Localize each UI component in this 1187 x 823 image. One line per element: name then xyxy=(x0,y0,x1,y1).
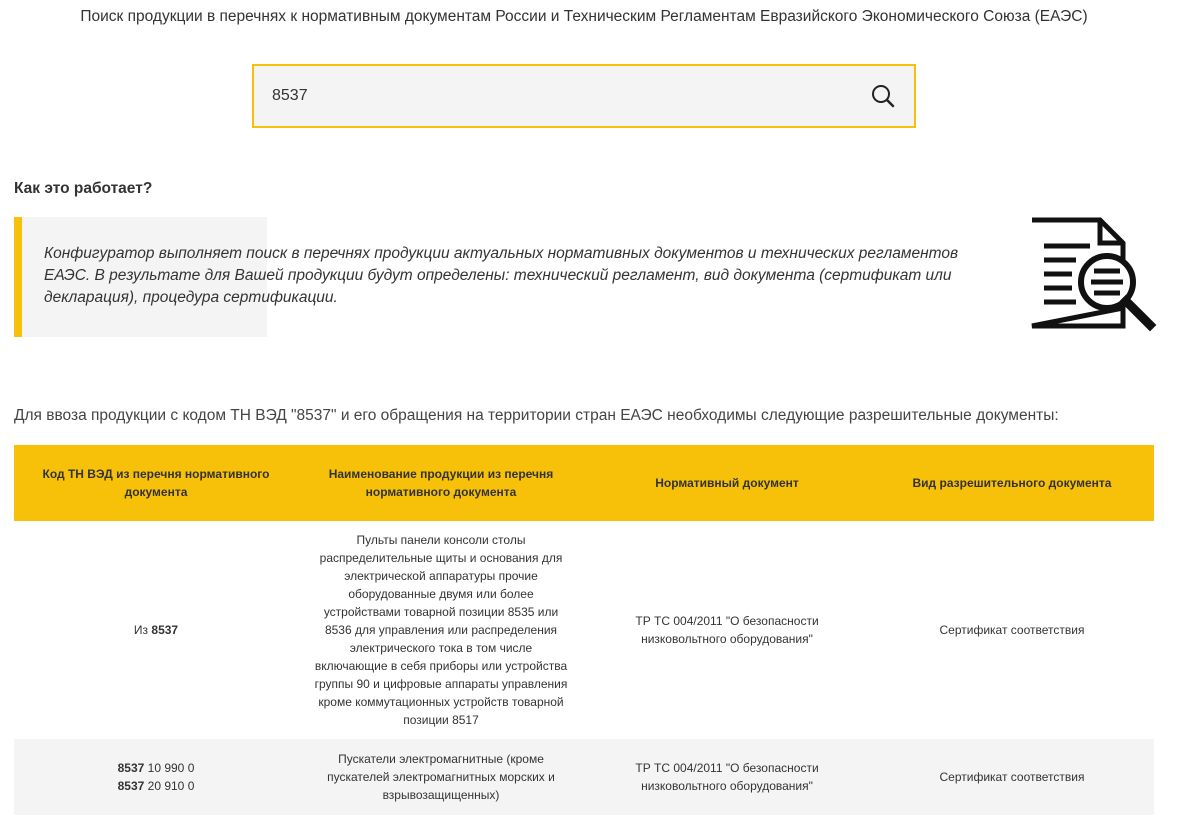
code-line xyxy=(14,777,298,795)
results-intro: Для ввоза продукции с кодом ТН ВЭД "8537" и его обращения на территории стран ЕАЭС необходимы следующие разрешительные документы: xyxy=(14,407,1059,424)
code-rest: 20 910 0 xyxy=(147,779,195,793)
code-value: 8537 xyxy=(117,779,145,793)
table-header-row xyxy=(14,445,1154,521)
code-value: 8537 xyxy=(151,623,179,637)
search-input[interactable] xyxy=(254,66,854,126)
document-cell xyxy=(584,521,870,739)
header-document: Нормативный документ xyxy=(584,445,870,521)
table-row xyxy=(14,739,1154,815)
code-rest: 10 990 0 xyxy=(147,761,195,775)
permit-cell: Сертификат соответствия xyxy=(870,521,1154,739)
normative-document: ТР ТС 004/2011 "О безопасности низковольтного оборудования" xyxy=(635,761,819,793)
normative-document: ТР ТС 004/2011 "О безопасности низковольтного оборудования" xyxy=(635,614,819,646)
page-title: Поиск продукции в перечнях к нормативным документам России и Техническим Регламентам Евразийского Экономического Союза (ЕАЭС) xyxy=(80,8,1088,25)
code-cell xyxy=(14,521,298,739)
code-cell xyxy=(14,739,298,815)
info-text: Конфигуратор выполняет поиск в перечнях продукции актуальных нормативных документов и технических регламентов ЕАЭС. В результате для Вашей продукции будут определены: технический регламент, вид документа (сертификат или декларация), процедура сертификации. xyxy=(44,245,959,306)
table-row xyxy=(14,521,1154,739)
permit-cell: Сертификат соответствия xyxy=(870,739,1154,815)
product-name: Пульты панели консоли столы распределительные щиты и основания для электрической аппаратуры прочие оборудованные двумя или более устройствами товарной позиции 8535 или 8536 для управления или распределения электрического тока в том числе включающие в себя приборы или устройства группы 90 и цифровые аппараты управления кроме коммутационных устройств товарной позиции 8517 xyxy=(314,533,568,727)
code-prefix: Из xyxy=(133,623,149,637)
results-table xyxy=(14,445,1154,815)
header-name: Наименование продукции из перечня нормативного документа xyxy=(298,445,584,521)
document-cell xyxy=(584,739,870,815)
document-search-icon xyxy=(1028,216,1158,334)
name-cell xyxy=(298,739,584,815)
header-permit: Вид разрешительного документа xyxy=(870,445,1154,521)
header-code: Код ТН ВЭД из перечня нормативного документа xyxy=(14,445,298,521)
how-it-works-title: Как это работает? xyxy=(14,180,153,197)
code-value: 8537 xyxy=(117,761,145,775)
name-cell xyxy=(298,521,584,739)
search-box xyxy=(252,64,916,128)
code-line xyxy=(14,759,298,777)
product-name: Пускатели электромагнитные (кроме пускателей электромагнитных морских и взрывозащищенных) xyxy=(327,752,555,802)
search-icon[interactable] xyxy=(870,83,896,109)
